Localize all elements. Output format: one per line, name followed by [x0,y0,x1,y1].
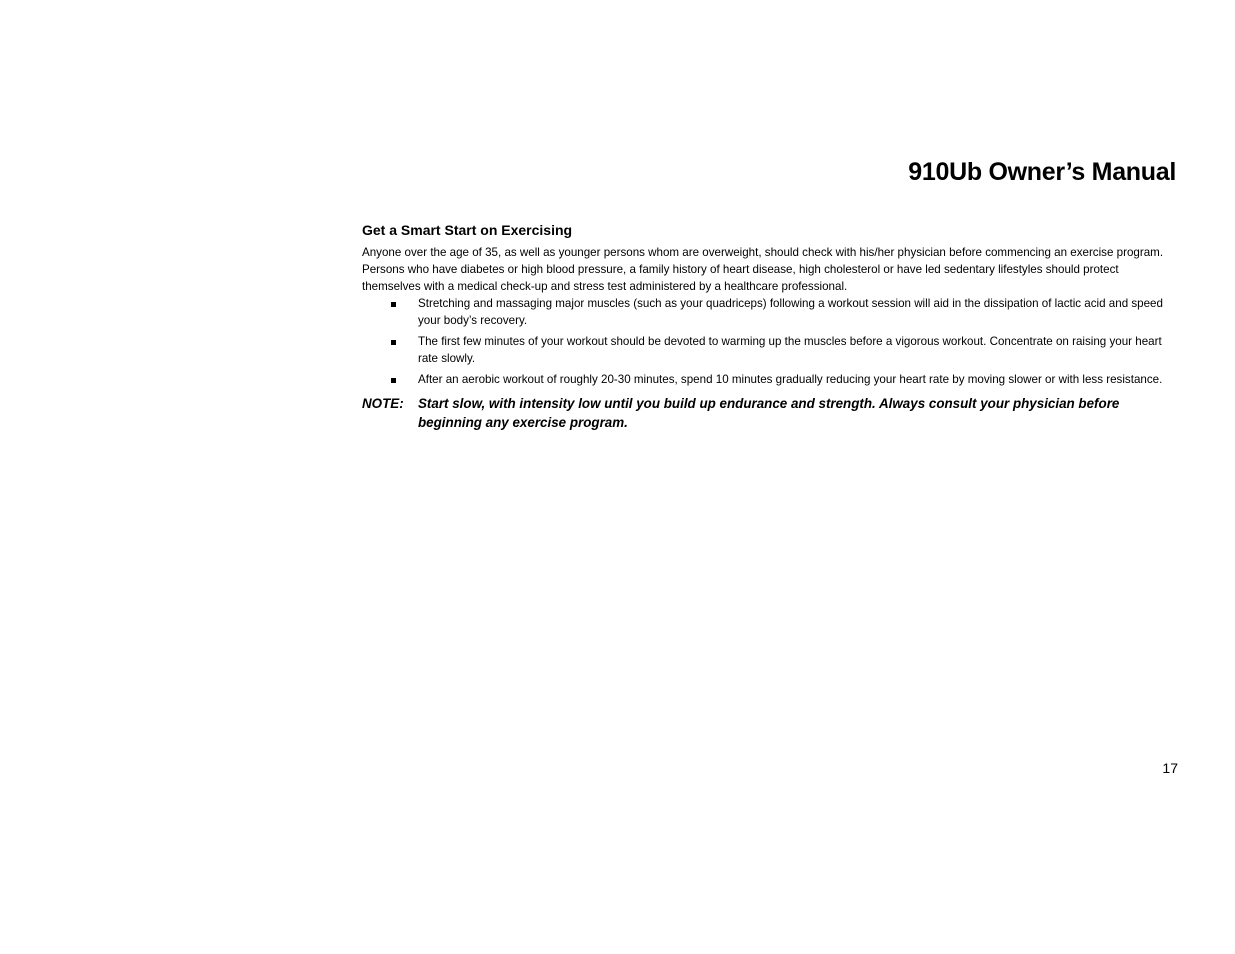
note-block [362,394,1176,432]
document-title: 910Ub Owner’s Manual [908,158,1176,186]
tips-list [362,295,1176,388]
square-bullet-icon [391,302,396,307]
list-item-text: After an aerobic workout of roughly 20-30 minutes, spend 10 minutes gradually reducing your heart rate by moving slower or with less resistance. [418,373,1163,386]
list-item [362,371,1176,388]
note-text: Start slow, with intensity low until you build up endurance and strength. Always consult your physician before beginning any exercise program. [418,396,1120,430]
list-item [362,333,1176,367]
note-label: NOTE: [362,396,404,411]
section-content [362,221,1176,432]
list-item-text: The first few minutes of your workout should be devoted to warming up the muscles before a vigorous workout. Concentrate on raising your heart rate slowly. [418,335,1162,365]
intro-paragraph: Anyone over the age of 35, as well as younger persons whom are overweight, should check with his/her physician before commencing an exercise program. Persons who have diabetes or high blood pressure, a family history of heart disease, high cholesterol or have led sedentary lifestyles should protect themselves with a medical check-up and stress test administered by a healthcare professional. [362,246,1164,293]
page-number: 17 [1162,760,1178,776]
list-item [362,295,1176,329]
section-heading: Get a Smart Start on Exercising [362,222,573,238]
square-bullet-icon [391,378,396,383]
list-item-text: Stretching and massaging major muscles (such as your quadriceps) following a workout session will aid in the dissipation of lactic acid and speed your body’s recovery. [418,297,1163,327]
square-bullet-icon [391,340,396,345]
